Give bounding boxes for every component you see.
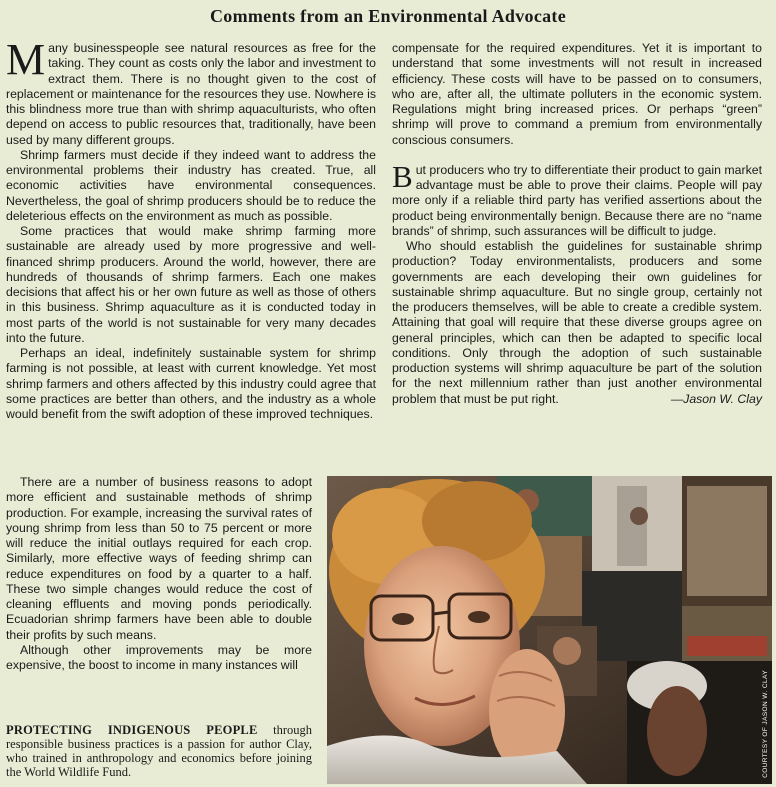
- drop-cap-b: B: [392, 158, 413, 194]
- paragraph-1: Many businesspeople see natural resources as free for the taking. They count as costs only the labor and investment to extract them. There is no thought given to the cost of replacement or maintenance for the resources they use. Nowhere is this blindness more true than with shrimp aquaculturists, who often depend on access to public resources that, traditionally, have been used by many different groups.: [6, 35, 376, 147]
- drop-cap-m: M: [6, 35, 46, 84]
- article-title: Comments from an Environmental Advocate: [209, 6, 567, 26]
- photo-credit: COURTESY OF JASON W. CLAY: [762, 670, 769, 778]
- author-signature: —Jason W. Clay: [670, 391, 762, 406]
- paragraph-7: compensate for the required expenditures. Yet it is important to understand that some investments will not result in increased efficiency. These costs will have to be passed on to consumers, who are, after all, the ultimate polluters in the economic system. Regulations might bring increased prices. Or perhaps “green” shrimp will prove to command a premium from environmentally conscious consumers.: [392, 41, 762, 147]
- caption-text: through responsible business practices is a passion for author Clay, who trained in anthropology and economics before joining the World Wildlife Fund.: [6, 723, 313, 779]
- photo-caption: [6, 723, 312, 779]
- paragraph-6: Although other improvements may be more expensive, the boost to income in many instances will: [6, 642, 312, 672]
- paragraph-9: Who should establish the guidelines for sustainable shrimp production? Today environmentalists, producers and some governments are each developing their own guidelines for sustainable shrimp aquaculture. But no single group, certainly not the producers themselves, will be able to create a credible system. Attaining that goal will require that these diverse groups agree on general principles, which can then be adapted to specific local conditions. Only through the adoption of such sustainable production systems will shrimp aquaculture be part of the solution for the next millennium rather than just another environmental problem that must be put right. —Jason W. Clay: [392, 239, 762, 406]
- author-photo-collage: [327, 476, 772, 784]
- paragraph-2: Shrimp farmers must decide if they indeed want to address the environmental problems their industry has created. True, all economic activities have environmental consequences. Nevertheless, the goal of shrimp producers should be to reduce the deleterious effects on the environment as much as possible.: [6, 147, 376, 223]
- paragraph-3: Some practices that would make shrimp farming more sustainable are already used by more progressive and well-financed shrimp producers. Around the world, however, there are hundreds of thousands of shrimp farmers. Each one makes decisions that affect his or her own future as well as those of others in this business. Shrimp aquaculture as it is conducted today in most parts of the world is not sustainable for very many decades into the future.: [6, 224, 376, 345]
- caption-lead: PROTECTING INDIGENOUS PEOPLE: [6, 723, 258, 737]
- collage-illustration: [327, 476, 772, 784]
- right-column: [392, 41, 762, 407]
- paragraph-8: But producers who try to differentiate their product to gain market advantage must be able to prove their claims. People will pay more only if a reliable third party has verified assertions about the product being environmentally benign. Because there are no “name brands” of shrimp, such assurances will be difficult to judge.: [392, 158, 762, 238]
- paragraph-5: There are a number of business reasons to adopt more efficient and sustainable methods of shrimp production. For example, increasing the survival rates of young shrimp from less than 50 to 75 percent or more will reduce the initial outlays required for each crop. Similarly, more effective ways of feeding shrimp can reduce expenditures on food by a quarter to a half. These two simple changes would reduce the cost of cleaning effluents and moving ponds periodically. Ecuadorian shrimp farmers have been able to double their profits by such means.: [6, 475, 312, 642]
- left-column: [6, 35, 376, 422]
- bottom-left-column: [6, 475, 312, 673]
- section-gap: [392, 148, 762, 163]
- paragraph-4: Perhaps an ideal, indefinitely sustainable system for shrimp farming is not possible, at least with current knowledge. Yet most shrimp farmers and others affected by this industry could agree that some practices are better than others, and the industry as a whole would benefit from the swift adoption of these improved techniques.: [6, 346, 376, 421]
